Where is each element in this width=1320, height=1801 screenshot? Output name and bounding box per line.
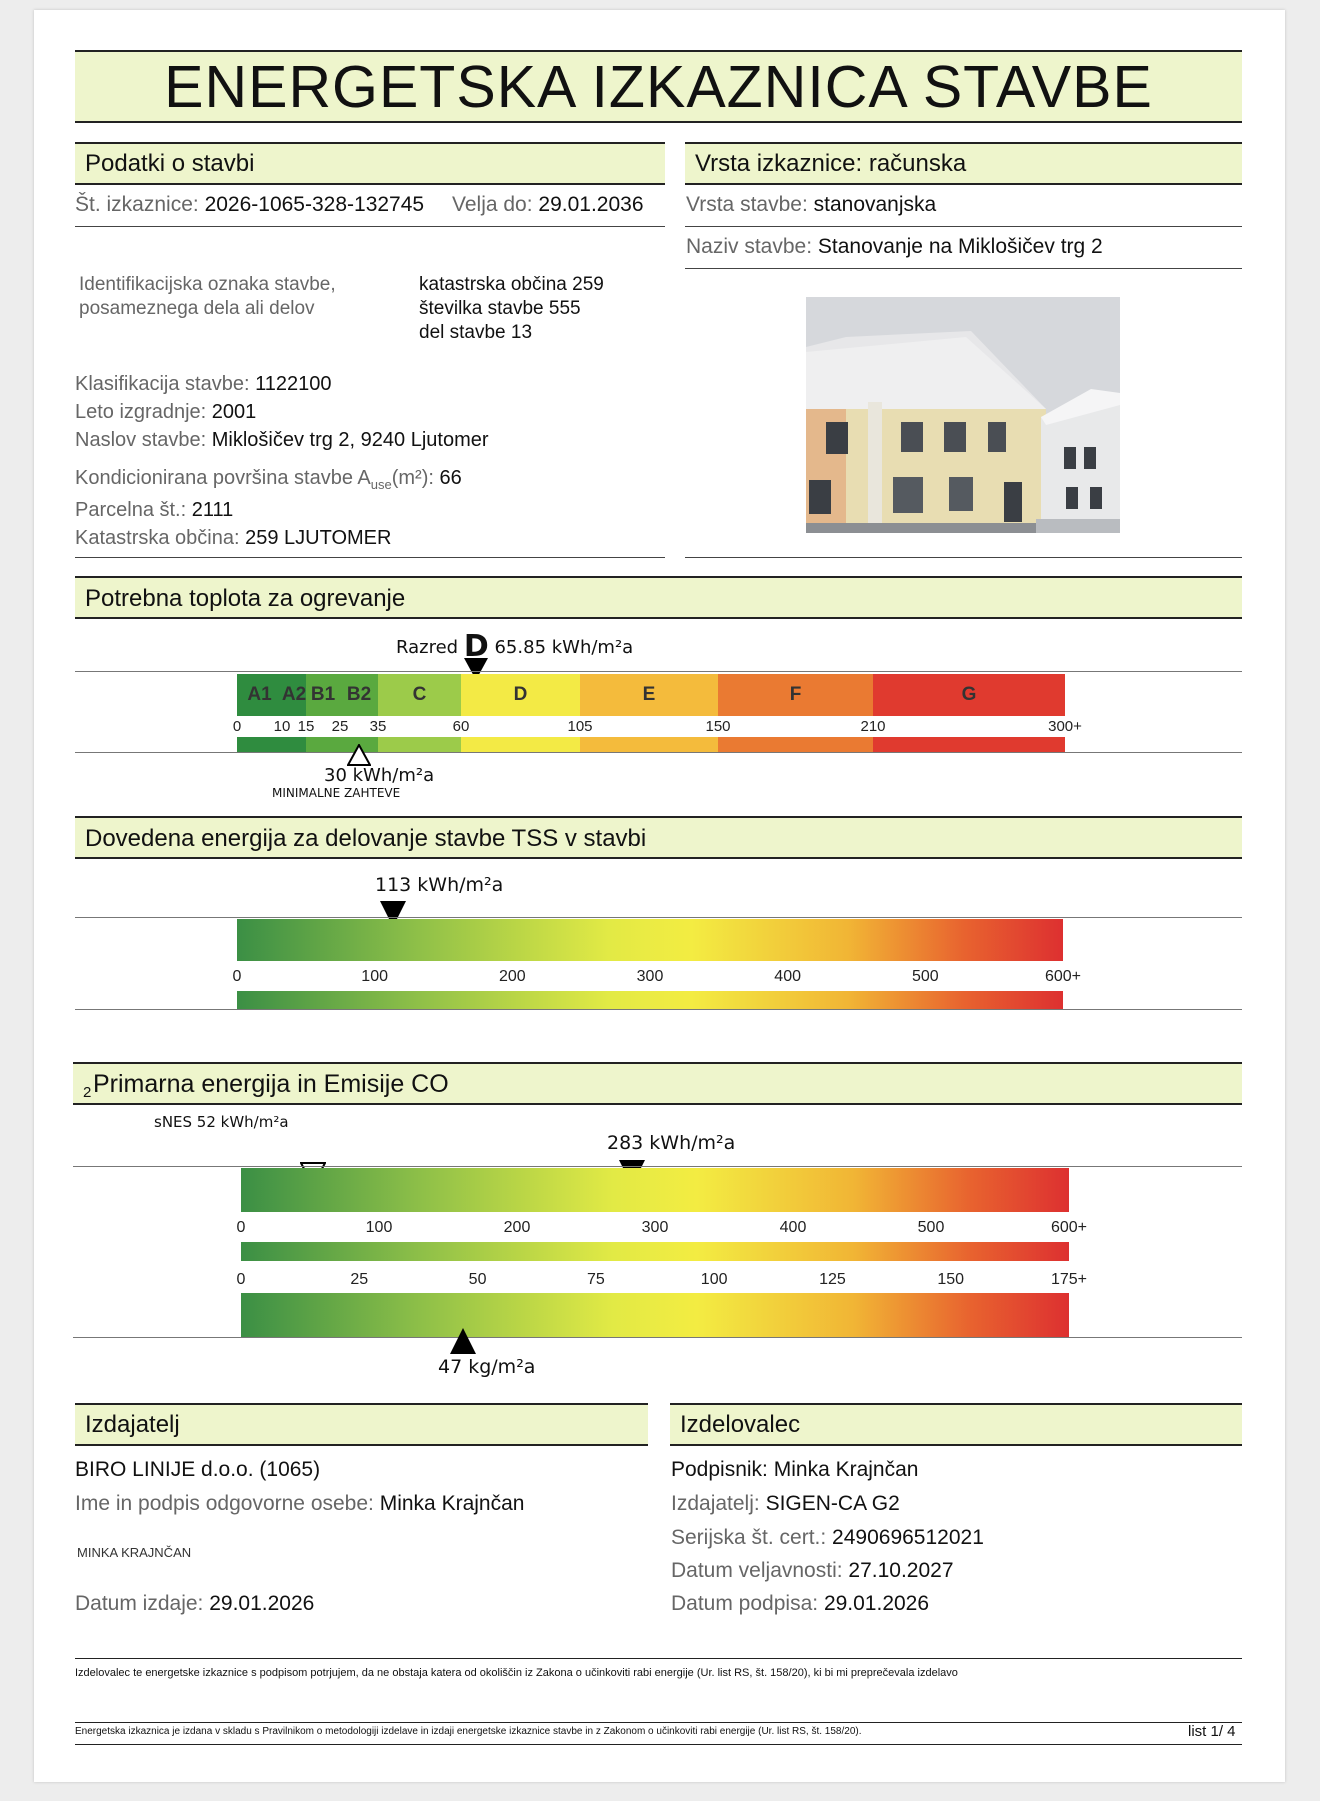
cert-type-heading: Vrsta izkaznice: računska [695, 150, 967, 177]
heating-tick-label: 210 [860, 718, 886, 735]
primary-tick-label: 400 [779, 1219, 807, 1236]
area-row: Kondicionirana površina stavbe $A_{use}(m^2)$: 66 [75, 467, 462, 492]
heating-tick-label: 0 [232, 718, 242, 735]
building-data-heading: Podatki o stavbi [85, 150, 255, 177]
delivered-tick-label: 200 [498, 968, 526, 985]
heating-class-a1: A1 [237, 674, 282, 716]
heating-tick-label: 35 [369, 718, 387, 735]
heating-tick-label: 25 [331, 718, 349, 735]
footer-note: Izdelovalec te energetske izkaznice s podpisom potrjujem, da ne obstaja katera od okoliščin iz Zakona o učinkoviti rabi energije (Ur. list RS, št. 158/20), ki bi mi preprečevala izdelavo [75, 1667, 958, 1679]
cert-type-header [685, 142, 1242, 185]
maker-signer-row: Podpisnik: Minka Krajnčan [671, 1458, 919, 1481]
delivered-tick-label: 500 [911, 968, 939, 985]
heating-tick-label: 105 [567, 718, 593, 735]
heating-min-label: 30 kWh/m²a [324, 765, 435, 786]
year-row: Leto izgradnje: 2001 [75, 401, 257, 423]
cadastral-row: Katastrska občina: 259 LJUTOMER [75, 527, 392, 549]
co2-tick-label: 125 [819, 1271, 846, 1288]
delivered-header [75, 816, 1242, 859]
delivered-tick-label: 0 [232, 968, 242, 985]
primary-middle-strip [241, 1242, 1069, 1261]
heating-tick-label: 300+ [1048, 718, 1082, 735]
maker-signed-row: Datum podpisa: 29.01.2026 [671, 1592, 930, 1615]
heating-class-b1: B1 [306, 674, 340, 716]
primary-heading: Primarna energija in Emisije CO $_2$ [83, 1070, 449, 1101]
co2-gradient-bar [241, 1293, 1069, 1337]
primary-value-label: 283 kWh/m²a [607, 1132, 736, 1154]
delivered-bottom-strip [237, 991, 1063, 1010]
ident-value: katastrska občina 259 številka stavbe 555 del stavbe 13 [419, 274, 604, 343]
heating-strip-c [378, 737, 461, 753]
delivered-heading: Dovedena energija za delovanje stavbe TSS v stavbi [85, 825, 647, 852]
page-number: list 1/ 4 [1188, 1723, 1236, 1740]
heating-strip-a2 [282, 737, 306, 753]
primary-gradient-bar [241, 1168, 1069, 1212]
heating-class-indicator: Razred D 65.85 kWh/m²a [396, 629, 634, 664]
delivered-tick-label: 600+ [1044, 968, 1082, 985]
heating-strip-e [580, 737, 718, 753]
delivered-tick-label: 100 [361, 968, 389, 985]
cert-number-label: Št. izkaznice: [75, 193, 199, 216]
ident-label: Identifikacijska oznaka stavbe, posameznega dela ali delov [79, 274, 336, 319]
issuer-header [75, 1403, 648, 1446]
classification-row: Klasifikacija stavbe: 1122100 [75, 373, 332, 395]
title-band [75, 50, 1242, 123]
delivered-gradient-bar [237, 919, 1063, 961]
maker-serial-row: Serijska št. cert.: 2490696512021 [671, 1526, 984, 1549]
heating-value-label: 65.85 kWh/m²a [494, 637, 634, 658]
page-title: ENERGETSKA IZKAZNICA STAVBE [164, 54, 1153, 120]
heating-strip-a1 [237, 737, 282, 753]
co2-value-label: 47 kg/m²a [438, 1356, 536, 1378]
heating-class-b2: B2 [340, 674, 378, 716]
issue-date-row: Datum izdaje: 29.01.2026 [75, 1592, 315, 1615]
heating-tick-label: 10 [273, 718, 291, 735]
building-type-row: Vrsta stavbe: stanovanjska [686, 193, 937, 216]
heating-class-f: F [718, 674, 873, 716]
heating-class-e: E [580, 674, 718, 716]
issuer-person-row: Ime in podpis odgovorne osebe: Minka Krajnčan [75, 1492, 525, 1515]
building-photo [806, 297, 1120, 533]
primary-tick-label: 0 [236, 1219, 246, 1236]
co2-tick-label: 75 [586, 1271, 605, 1288]
issuer-heading: Izdajatelj [85, 1411, 180, 1438]
primary-tick-label: 300 [641, 1219, 669, 1236]
co2-value-marker [450, 1328, 476, 1354]
primary-tick-label: 500 [917, 1219, 945, 1236]
heating-class-a2: A2 [282, 674, 306, 716]
co2-tick-label: 150 [937, 1271, 965, 1288]
footer-legal: Energetska izkaznica je izdana v skladu s Pravilnikom o metodologiji izdelave in izdaji energetske izkaznice stavbe in z Zakonom o učinkoviti rabi energije (Ur. list RS, št. 158/20). [75, 1726, 862, 1737]
heating-class-d: D [461, 674, 580, 716]
heating-tick-label: 15 [297, 718, 315, 735]
address-row: Naslov stavbe: Miklošičev trg 2, 9240 Ljutomer [75, 429, 489, 451]
issuer-signature: MINKA KRAJNČAN [77, 1545, 192, 1560]
maker-issuer-row: Izdajatelj: SIGEN-CA G2 [671, 1492, 900, 1515]
heating-min-marker [347, 744, 371, 766]
primary-tick-label: 100 [365, 1219, 393, 1236]
issuer-company: BIRO LINIJE d.o.o. (1065) [75, 1458, 321, 1481]
building-name-row: Naziv stavbe: Stanovanje na Miklošičev trg 2 [686, 235, 1103, 258]
co2-tick-label: 175+ [1050, 1271, 1088, 1288]
co2-tick-label: 0 [236, 1271, 246, 1288]
heating-tick-label: 150 [705, 718, 731, 735]
heating-strip-d [461, 737, 580, 753]
co2-tick-label: 100 [700, 1271, 728, 1288]
delivered-tick-label: 400 [774, 968, 802, 985]
maker-header [670, 1403, 1242, 1446]
heating-header [75, 576, 1242, 619]
maker-valid-row: Datum veljavnosti: 27.10.2027 [671, 1559, 954, 1582]
primary-tick-label: 200 [503, 1219, 531, 1236]
heating-strip-b1 [306, 737, 340, 753]
certificate-page [34, 10, 1285, 1782]
heating-heading: Potrebna toplota za ogrevanje [85, 585, 406, 612]
parcel-row: Parcelna št.: 2111 [75, 499, 234, 521]
primary-scale-ticks [236, 1219, 1088, 1239]
heating-class-letter: D [463, 629, 489, 664]
cert-number-value: 2026-1065-328-132745 [204, 193, 425, 216]
maker-heading: Izdelovalec [680, 1411, 801, 1438]
heating-class-bar [237, 674, 1065, 716]
co2-scale-ticks [236, 1271, 1088, 1291]
heating-class-c: C [378, 674, 461, 716]
heating-strip-g [873, 737, 1065, 753]
heating-scale-ticks [232, 718, 1082, 738]
heating-min-caption: MINIMALNE ZAHTEVE [272, 786, 401, 800]
valid-until-row [452, 193, 644, 217]
building-data-header [75, 142, 665, 185]
heating-class-g: G [873, 674, 1065, 716]
cert-number-row [75, 193, 424, 217]
delivered-scale-ticks [232, 968, 1082, 988]
heating-tick-label: 60 [452, 718, 470, 735]
valid-until-value: 29.01.2036 [538, 193, 644, 216]
delivered-value-label: 113 kWh/m²a [375, 874, 504, 896]
co2-tick-label: 25 [350, 1271, 369, 1288]
valid-until-label: Velja do: [452, 193, 533, 216]
primary-header [73, 1062, 1242, 1105]
co2-tick-label: 50 [468, 1271, 487, 1288]
heating-strip-f [718, 737, 873, 753]
snes-label: sNES 52 kWh/m²a [154, 1113, 289, 1131]
primary-tick-label: 600+ [1050, 1219, 1088, 1236]
delivered-tick-label: 300 [636, 968, 664, 985]
